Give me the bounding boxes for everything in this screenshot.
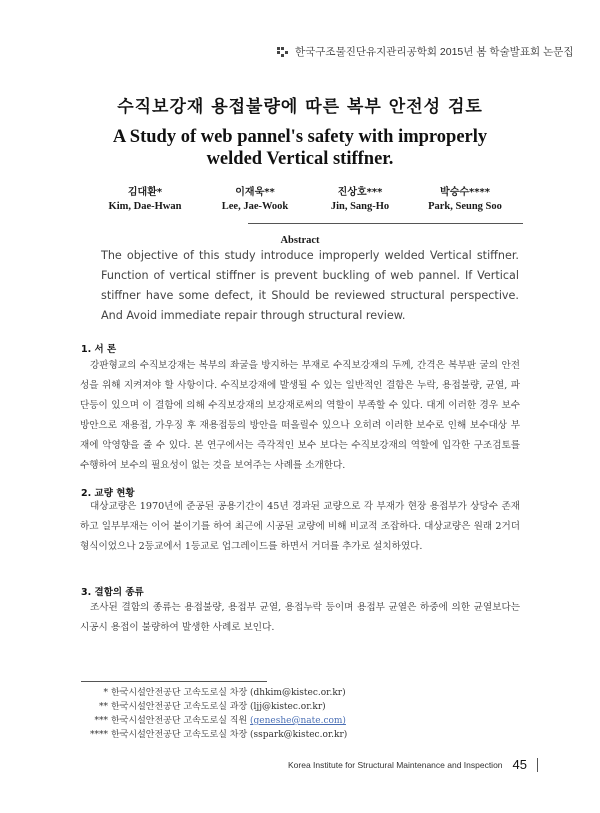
footnote-email: (sspark@kistec.or.kr) <box>250 730 348 740</box>
author-name-kr: 이재욱** <box>235 187 275 198</box>
author-4 <box>410 183 520 212</box>
footer-institute: Korea Institute for Structural Maintenance and Inspection <box>288 759 503 770</box>
footnote-mark: **** <box>90 730 108 740</box>
running-header <box>277 44 573 59</box>
abstract-heading: Abstract <box>280 235 320 246</box>
society-logo-icon <box>277 47 289 57</box>
footnote-text: 한국시설안전공단 고속도로실 과장 <box>111 702 248 712</box>
footnote-mark: ** <box>99 702 108 712</box>
section-3-heading: 3. 결함의 종류 <box>81 587 144 598</box>
author-name-kr: 김대환* <box>127 187 163 198</box>
footnote-text: 한국시설안전공단 고속도로실 차장 <box>111 730 248 740</box>
author-divider <box>248 223 523 224</box>
title-korean: 수직보강재 용접불량에 따른 복부 안전성 검토 <box>117 97 483 117</box>
footer-divider <box>537 758 538 772</box>
author-name-kr: 진상호*** <box>337 187 383 198</box>
footnote-text: 한국시설안전공단 고속도로실 차장 <box>111 688 248 698</box>
footnote-divider <box>81 681 267 682</box>
section-2-body: 대상교량은 1970년에 준공된 공용기간이 45년 경과된 교량으로 각 부재가 현장 용접부가 상당수 존재하고 일부부재는 이어 붙이기를 하여 최근에 시공된 교량에 비해 비교적 조잡하다. 대상교량은 원래 2거더 형식이었으나 2등교에서 1등교로 업그레이드를 하면서 거더를 추가로 설치하였다. <box>80 501 520 552</box>
footnote <box>80 686 347 700</box>
header-text: 한국구조물진단유지관리공학회 2015년 봄 학술발표회 논문집 <box>295 46 574 58</box>
author-name-en: Park, Seung Soo <box>428 201 502 212</box>
page-footer <box>288 757 538 772</box>
title-english: A Study of web pannel's safety with improperly welded Vertical stiffner. <box>112 127 488 169</box>
footnote-email: (ljj@kistec.or.kr) <box>250 702 326 712</box>
footnote-mark: * <box>103 688 108 698</box>
author-name-en: Lee, Jae-Wook <box>221 201 289 212</box>
footnote <box>80 700 347 714</box>
author-2 <box>200 183 310 212</box>
footnote-email-link[interactable]: (geneshe@nate.com) <box>250 716 346 726</box>
footnote-email: (dhkim@kistec.or.kr) <box>250 688 346 698</box>
author-name-kr: 박승수**** <box>440 187 490 198</box>
author-name-en: Jin, Sang-Ho <box>330 201 390 212</box>
footnotes <box>80 686 347 742</box>
abstract-text: The objective of this study introduce improperly welded Vertical stiffner. Function of vertical stiffner is prevent buckling of web pannel. If Vertical stiffner have some defect, it Should be reviewed structural perspective. And Avoid immediate repair through structural review. <box>101 249 519 322</box>
footnote-mark: *** <box>94 716 108 726</box>
footnote <box>80 728 347 742</box>
author-3 <box>310 183 410 212</box>
section-2-heading: 2. 교량 현황 <box>81 488 135 499</box>
section-1-heading: 1. 서 론 <box>81 344 117 355</box>
footnote <box>80 714 347 728</box>
page-number: 45 <box>512 757 527 772</box>
section-1-body: 강판형교의 수직보강재는 복부의 좌굴을 방지하는 부재로 수직보강재의 두께, 간격은 복부판 굴의 안전성을 위해 지켜져야 할 사항이다. 수직보강재에 발생될 수 있는 일반적인 결함은 누락, 용접불량, 균열, 파단등이 있으며 이 결함에 의해 수직보강재의 보강재로써의 역할이 부족할 수 있다. 대게 이러한 경우 보수방안으로 재용접, 가우징 후 재용접등의 방안을 떠올릴수 있으나 오히려 이러한 보수로 인해 보수대상 부재에 악영향을 줄 수 있다. 본 연구에서는 즉각적인 보수 보다는 수직보강재의 역할에 입각한 구조검토를 수행하여 보수의 필요성이 없는 것을 보여주는 사례를 소개한다. <box>80 360 520 471</box>
author-1 <box>90 183 200 212</box>
author-list <box>90 183 520 212</box>
footnote-text: 한국시설안전공단 고속도로실 직원 <box>111 716 248 726</box>
author-name-en: Kim, Dae-Hwan <box>108 201 182 212</box>
section-3-body: 조사된 결함의 종류는 용접불량, 용접부 균열, 용접누락 등이며 용접부 균열은 하중에 의한 균열보다는 시공시 용접이 불량하여 발생한 사례로 보인다. <box>80 602 520 633</box>
